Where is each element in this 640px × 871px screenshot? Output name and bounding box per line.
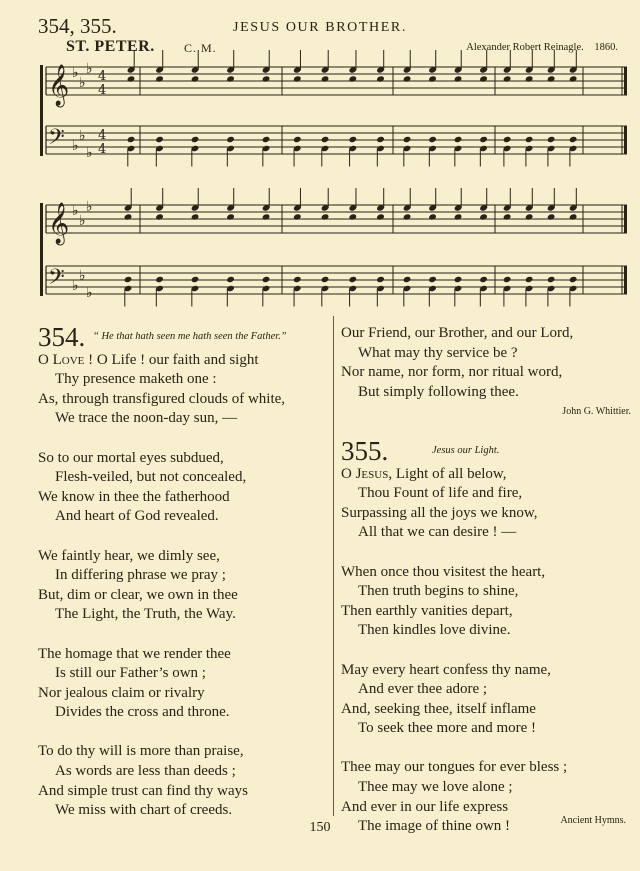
notehead: [525, 213, 534, 220]
notehead: [293, 75, 302, 82]
verse-line: Thee may we love alone ;: [358, 779, 513, 796]
flat-icon: ♭: [72, 203, 79, 219]
time-signature: 4: [98, 128, 107, 143]
notehead: [525, 75, 534, 82]
verse-line: To do thy will is more than praise,: [38, 743, 244, 760]
notehead: [376, 276, 385, 283]
notehead: [503, 276, 512, 283]
notehead: [479, 136, 488, 143]
stanza: [341, 563, 631, 641]
notehead: [191, 136, 200, 143]
final-barline: [624, 126, 627, 154]
verse-line: And ever in our life express: [341, 798, 509, 815]
flat-icon: ♭: [86, 145, 93, 161]
final-barline: [624, 205, 627, 233]
notehead: [191, 213, 200, 220]
notehead: [569, 213, 578, 220]
notehead: [321, 276, 330, 283]
verse-line: But, dim or clear, we own in thee: [38, 586, 238, 603]
notehead: [428, 276, 437, 283]
notehead: [155, 75, 164, 82]
stanza: [38, 742, 330, 820]
notehead: [376, 213, 385, 220]
verse-line: Flesh-veiled, but not concealed,: [55, 469, 247, 486]
flat-icon: ♭: [72, 65, 79, 81]
notehead: [569, 75, 578, 82]
hymn-354-stanzas: [38, 351, 330, 821]
verse-line: As, through transfigured clouds of white,: [38, 390, 286, 407]
verse-line: We faintly hear, we dimly see,: [38, 547, 220, 564]
notehead: [226, 75, 235, 82]
bass-clef-icon: 𝄢: [48, 125, 65, 155]
notehead: [503, 213, 512, 220]
notehead: [403, 75, 412, 82]
stanza: [341, 465, 631, 543]
notehead: [124, 276, 133, 283]
flat-icon: ♭: [72, 138, 79, 154]
notehead: [569, 136, 578, 143]
verse-line: And, seeking thee, itself inflame: [341, 700, 536, 717]
verse-line: But simply following thee.: [358, 383, 519, 400]
notehead: [547, 75, 556, 82]
notehead: [262, 136, 271, 143]
verse-line: Then earthly vanities depart,: [341, 602, 513, 619]
notehead: [293, 213, 302, 220]
flat-icon: ♭: [86, 199, 93, 215]
verse-line: The Light, the Truth, the Way.: [55, 606, 236, 623]
notehead: [525, 136, 534, 143]
notehead: [321, 136, 330, 143]
notehead: [479, 276, 488, 283]
verse-line: We trace the noon-day sun, —: [55, 410, 238, 427]
verse-line: Nor jealous claim or rivalry: [38, 684, 205, 701]
meter: C. M.: [184, 41, 217, 55]
verse-line: When once thou visitest the heart,: [341, 563, 546, 580]
notehead: [226, 276, 235, 283]
stanza: [38, 547, 330, 625]
verse-line: O Love ! O Life ! our faith and sight: [38, 351, 259, 368]
verse-line: To seek thee more and more !: [358, 720, 537, 737]
final-barline: [624, 266, 627, 294]
page-number: 150: [309, 820, 331, 835]
verse-line: And ever thee adore ;: [358, 681, 488, 698]
notehead: [428, 213, 437, 220]
notehead: [262, 213, 271, 220]
notehead: [454, 136, 463, 143]
notehead: [155, 136, 164, 143]
verse-line: Our Friend, our Brother, and our Lord,: [341, 325, 574, 341]
notehead: [127, 75, 136, 82]
verse-line: We know in thee the fatherhood: [38, 488, 230, 505]
final-barline: [624, 67, 627, 95]
treble-clef-icon: 𝄞: [48, 65, 70, 106]
notehead: [226, 213, 235, 220]
treble-clef-icon: 𝄞: [48, 203, 70, 244]
notehead: [124, 213, 133, 220]
page-title: JESUS OUR BROTHER.: [233, 20, 407, 35]
notehead: [403, 213, 412, 220]
hymn-355-number: 355.: [341, 435, 389, 466]
verse-line: O Jesus, Light of all below,: [341, 465, 507, 482]
verse-line: In differing phrase we pray ;: [55, 567, 226, 584]
notehead: [479, 75, 488, 82]
notehead: [503, 136, 512, 143]
notehead: [293, 276, 302, 283]
notehead: [403, 276, 412, 283]
hymn-355-epigraph: Jesus our Light.: [432, 444, 500, 456]
verse-line: May every heart confess thy name,: [341, 661, 551, 678]
verse-line: Then truth begins to shine,: [358, 583, 519, 600]
time-signature: 4: [98, 142, 107, 157]
notehead: [348, 213, 357, 220]
notehead: [569, 276, 578, 283]
notehead: [547, 213, 556, 220]
verse-line: The image of thine own !: [358, 818, 511, 835]
notehead: [428, 136, 437, 143]
verse-line: Divides the cross and throne.: [55, 704, 230, 721]
flat-icon: ♭: [79, 268, 86, 284]
notehead: [547, 136, 556, 143]
hymn-numbers: 354, 355.: [38, 14, 117, 38]
verse-line: The homage that we render thee: [38, 645, 231, 662]
verse-line: Then kindles love divine.: [358, 622, 511, 639]
verse-line: What may thy service be ?: [358, 344, 518, 361]
stanza: [341, 324, 631, 402]
notehead: [191, 276, 200, 283]
system-bracket: [40, 203, 43, 296]
notehead: [376, 75, 385, 82]
hymn-354-number: 354.: [38, 322, 86, 352]
notehead: [428, 75, 437, 82]
verse-line: All that we can desire ! —: [358, 524, 517, 541]
notehead: [454, 276, 463, 283]
notehead: [155, 213, 164, 220]
notehead: [226, 136, 235, 143]
hymn-355-stanzas: [341, 465, 631, 837]
flat-icon: ♭: [79, 213, 86, 229]
notehead: [321, 213, 330, 220]
verse-line: Is still our Father’s own ;: [55, 665, 206, 682]
notehead: [479, 213, 488, 220]
verse-line: And simple trust can find thy ways: [38, 782, 248, 799]
notehead: [262, 75, 271, 82]
hymn-354-continued-column: [341, 324, 631, 837]
notehead: [525, 276, 534, 283]
column-divider: [333, 316, 334, 816]
flat-icon: ♭: [79, 75, 86, 91]
verse-line: As words are less than deeds ;: [55, 763, 236, 780]
composer-name: Alexander Robert Reinagle.: [466, 42, 584, 53]
notehead: [348, 75, 357, 82]
verse-line: And heart of God revealed.: [55, 508, 219, 525]
notehead: [454, 75, 463, 82]
notehead: [348, 276, 357, 283]
system-bracket: [40, 65, 43, 156]
hymn-354-stanza-6: [341, 324, 631, 402]
bass-clef-icon: 𝄢: [48, 265, 65, 295]
notehead: [454, 213, 463, 220]
verse-line: Thee may our tongues for ever bless ;: [341, 759, 568, 776]
notehead: [262, 276, 271, 283]
tune-name: ST. PETER.: [66, 38, 155, 55]
hymn-354-epigraph: “ He that hath seen me hath seen the Father.”: [93, 331, 287, 342]
notehead: [191, 75, 200, 82]
hymn-355-attribution: Ancient Hymns.: [560, 815, 626, 826]
hymn-354-heading: [38, 324, 330, 351]
stanza: [38, 351, 330, 429]
notehead: [547, 276, 556, 283]
flat-icon: ♭: [79, 128, 86, 144]
flat-icon: ♭: [86, 61, 93, 77]
verse-line: Thy presence maketh one :: [55, 371, 217, 388]
stanza: [341, 661, 631, 739]
music-score: [0, 0, 640, 320]
flat-icon: ♭: [86, 285, 93, 301]
notehead: [293, 136, 302, 143]
notehead: [376, 136, 385, 143]
composer-year: 1860.: [594, 42, 618, 53]
verse-line: So to our mortal eyes subdued,: [38, 449, 224, 466]
notehead: [348, 136, 357, 143]
notehead: [321, 75, 330, 82]
flat-icon: ♭: [72, 278, 79, 294]
hymn-354-attribution: John G. Whittier.: [562, 406, 631, 418]
verse-line: Thou Fount of life and fire,: [358, 485, 523, 502]
hymn-355-heading: [341, 435, 631, 466]
stanza: [38, 645, 330, 723]
stanza: [38, 449, 330, 527]
verse-line: Surpassing all the joys we know,: [341, 504, 538, 521]
time-signature: 4: [98, 83, 107, 98]
hymn-354-column: [38, 324, 330, 821]
verse-line: Nor name, nor form, nor ritual word,: [341, 364, 563, 381]
notehead: [403, 136, 412, 143]
verse-line: We miss with chart of creeds.: [55, 802, 233, 819]
time-signature: 4: [98, 69, 107, 84]
notehead: [503, 75, 512, 82]
notehead: [127, 136, 136, 143]
notehead: [155, 276, 164, 283]
